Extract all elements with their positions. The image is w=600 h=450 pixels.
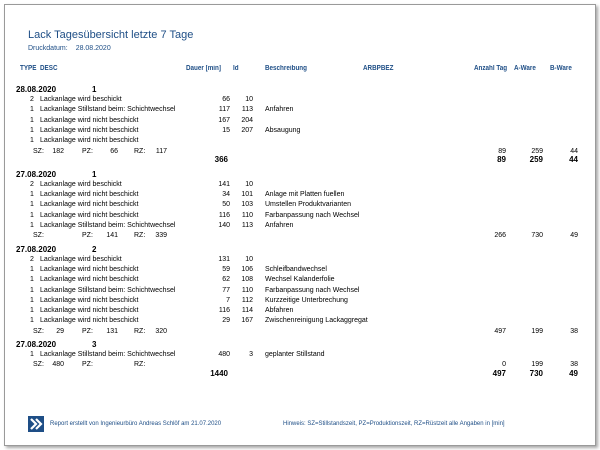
row-beschreibung: Anfahren bbox=[265, 106, 294, 114]
row-desc: Lackanlage wird nicht beschickt bbox=[40, 265, 139, 273]
group-date: 27.08.2020 bbox=[16, 169, 57, 179]
row-desc: Lackanlage Stillstand beim: Schichtwechsel bbox=[40, 222, 176, 229]
row-id: 110 bbox=[241, 211, 253, 219]
row-type: 1 bbox=[30, 137, 34, 145]
rz-label: RZ: bbox=[134, 232, 146, 240]
row-dauer: 141 bbox=[218, 180, 230, 188]
row-desc: Lackanlage wird nicht beschickt bbox=[40, 211, 139, 219]
row-dauer: 131 bbox=[218, 255, 230, 263]
row-id: 10 bbox=[245, 255, 253, 263]
group-total-b-ware: 49 bbox=[569, 368, 578, 378]
row-id: 113 bbox=[241, 222, 253, 229]
col-header-id: Id bbox=[233, 65, 239, 72]
row-type: 1 bbox=[30, 211, 34, 219]
rz-label: RZ: bbox=[134, 361, 146, 369]
sz-label: SZ: bbox=[33, 147, 44, 155]
row-id: 207 bbox=[241, 126, 253, 134]
row-beschreibung: Farbanpassung nach Wechsel bbox=[265, 211, 360, 219]
row-desc: Lackanlage wird nicht beschickt bbox=[40, 201, 139, 209]
a-ware-value: 199 bbox=[531, 361, 543, 369]
row-id: 106 bbox=[241, 265, 253, 273]
anzahl-value: 266 bbox=[494, 232, 506, 240]
group-total-anzahl: 89 bbox=[497, 154, 506, 164]
row-id: 108 bbox=[241, 276, 253, 284]
b-ware-value: 38 bbox=[570, 327, 578, 335]
pz-value: 131 bbox=[106, 327, 118, 335]
row-desc: Lackanlage Stillstand beim: Schichtwechsel bbox=[40, 106, 176, 114]
row-dauer: 140 bbox=[218, 222, 230, 229]
group-total-a-ware: 730 bbox=[529, 368, 543, 378]
group-total-anzahl: 497 bbox=[492, 368, 506, 378]
row-beschreibung: Anfahren bbox=[265, 222, 294, 229]
row-type: 1 bbox=[30, 201, 34, 209]
group-total-b-ware: 44 bbox=[569, 154, 578, 164]
row-dauer: 15 bbox=[222, 126, 230, 134]
a-ware-value: 199 bbox=[531, 327, 543, 335]
row-id: 10 bbox=[245, 96, 253, 103]
row-id: 110 bbox=[241, 286, 253, 294]
print-date-value: 28.08.2020 bbox=[75, 45, 111, 52]
pz-label: PZ: bbox=[82, 147, 93, 155]
row-desc: Lackanlage wird nicht beschickt bbox=[40, 276, 139, 284]
row-desc: Lackanlage wird beschickt bbox=[40, 255, 122, 263]
sz-label: SZ: bbox=[33, 361, 44, 369]
double-chevron-right-icon bbox=[28, 416, 44, 432]
rz-value: 339 bbox=[155, 232, 167, 240]
row-desc: Lackanlage wird nicht beschickt bbox=[40, 191, 139, 199]
print-date-label: Druckdatum: bbox=[28, 45, 68, 52]
row-type: 1 bbox=[30, 307, 34, 315]
b-ware-value: 44 bbox=[570, 147, 578, 155]
anzahl-value: 0 bbox=[502, 361, 506, 369]
row-id: 204 bbox=[241, 116, 253, 124]
group-shift: 2 bbox=[92, 244, 97, 254]
row-dauer: 59 bbox=[222, 265, 230, 273]
row-desc: Lackanlage wird beschickt bbox=[40, 96, 122, 103]
group-date: 27.08.2020 bbox=[16, 244, 57, 254]
col-header-type: TYPE bbox=[20, 65, 37, 72]
row-id: 113 bbox=[241, 106, 253, 114]
row-beschreibung: Abfahren bbox=[265, 307, 294, 315]
row-desc: Lackanlage wird nicht beschickt bbox=[40, 137, 139, 145]
pz-label: PZ: bbox=[82, 361, 93, 369]
row-dauer: 167 bbox=[218, 116, 230, 124]
row-desc: Lackanlage wird nicht beschickt bbox=[40, 126, 139, 134]
row-dauer: 117 bbox=[218, 106, 230, 114]
report-title: Lack Tagesübersicht letzte 7 Tage bbox=[28, 29, 194, 41]
row-beschreibung: Zwischenreinigung Lackaggregat bbox=[265, 317, 368, 325]
sz-value: 182 bbox=[52, 147, 64, 155]
group-shift: 1 bbox=[92, 169, 97, 179]
pz-label: PZ: bbox=[82, 232, 93, 240]
row-id: 3 bbox=[249, 351, 253, 358]
col-header-a-ware: A-Ware bbox=[514, 65, 536, 72]
rz-value: 320 bbox=[155, 327, 167, 335]
row-id: 167 bbox=[241, 317, 253, 325]
footer-hint: Hinweis: SZ=Stillstandszeit, PZ=Produktionszeit, RZ=Rüstzeit alle Angaben in [min] bbox=[283, 421, 505, 427]
row-dauer: 116 bbox=[218, 211, 230, 219]
row-dauer: 66 bbox=[222, 96, 230, 103]
anzahl-value: 497 bbox=[494, 327, 506, 335]
row-desc: Lackanlage wird nicht beschickt bbox=[40, 307, 139, 315]
row-beschreibung: Wechsel Kalanderfolie bbox=[265, 276, 335, 284]
a-ware-value: 259 bbox=[531, 147, 543, 155]
b-ware-value: 38 bbox=[570, 361, 578, 369]
group-total-dauer: 366 bbox=[214, 154, 228, 164]
pz-label: PZ: bbox=[82, 327, 93, 335]
sz-value: 29 bbox=[56, 327, 64, 335]
print-date bbox=[28, 45, 111, 52]
anzahl-value: 89 bbox=[498, 147, 506, 155]
row-beschreibung: Umstellen Produktvarianten bbox=[265, 201, 351, 209]
row-type: 1 bbox=[30, 116, 34, 124]
row-id: 101 bbox=[241, 191, 253, 199]
a-ware-value: 730 bbox=[531, 232, 543, 240]
group-total-dauer: 1440 bbox=[210, 368, 228, 378]
pz-value: 141 bbox=[106, 232, 118, 240]
rz-label: RZ: bbox=[134, 147, 146, 155]
b-ware-value: 49 bbox=[570, 232, 578, 240]
group-shift: 3 bbox=[92, 340, 97, 349]
row-beschreibung: Anlage mit Platten fuellen bbox=[265, 191, 345, 199]
group-total-a-ware: 259 bbox=[529, 154, 543, 164]
row-desc: Lackanlage wird nicht beschickt bbox=[40, 296, 139, 304]
row-dauer: 29 bbox=[222, 317, 230, 325]
row-id: 103 bbox=[241, 201, 253, 209]
row-desc: Lackanlage wird nicht beschickt bbox=[40, 116, 139, 124]
sz-label: SZ: bbox=[33, 232, 44, 240]
row-dauer: 50 bbox=[222, 201, 230, 209]
row-beschreibung: Farbanpassung nach Wechsel bbox=[265, 286, 360, 294]
row-dauer: 7 bbox=[226, 296, 230, 304]
row-id: 112 bbox=[241, 296, 253, 304]
row-type: 1 bbox=[30, 126, 34, 134]
row-desc: Lackanlage wird nicht beschickt bbox=[40, 317, 139, 325]
row-desc: Lackanlage Stillstand beim: Schichtwechsel bbox=[40, 286, 176, 294]
group-shift: 1 bbox=[92, 85, 97, 94]
col-header-arbpbez: ARBPBEZ bbox=[363, 65, 394, 72]
sz-value: 480 bbox=[52, 361, 64, 369]
sz-label: SZ: bbox=[33, 327, 44, 335]
col-header-anzahl: Anzahl Tag bbox=[474, 65, 508, 72]
row-type: 1 bbox=[30, 296, 34, 304]
row-beschreibung: geplanter Stillstand bbox=[265, 351, 325, 358]
row-id: 114 bbox=[241, 307, 253, 315]
row-type: 2 bbox=[30, 255, 34, 263]
row-type: 1 bbox=[30, 222, 34, 229]
row-beschreibung: Kurzzeitige Unterbrechung bbox=[265, 296, 348, 304]
col-header-dauer: Dauer [min] bbox=[186, 65, 222, 72]
row-desc: Lackanlage wird beschickt bbox=[40, 180, 122, 188]
row-desc: Lackanlage Stillstand beim: Schichtwechsel bbox=[40, 351, 176, 358]
row-type: 1 bbox=[30, 191, 34, 199]
row-dauer: 62 bbox=[222, 276, 230, 284]
row-type: 1 bbox=[30, 351, 34, 358]
pz-value: 66 bbox=[110, 147, 118, 155]
rz-value: 117 bbox=[155, 147, 167, 155]
row-type: 1 bbox=[30, 106, 34, 114]
row-dauer: 116 bbox=[218, 307, 230, 315]
col-header-desc: DESC bbox=[40, 65, 58, 72]
row-dauer: 34 bbox=[222, 191, 230, 199]
row-id: 10 bbox=[245, 180, 253, 188]
row-dauer: 77 bbox=[222, 286, 230, 294]
footer-created: Report erstellt von Ingenieurbüro Andreas Schlöf am 21.07.2020 bbox=[50, 421, 222, 427]
row-beschreibung: Schleifbandwechsel bbox=[265, 265, 327, 273]
row-beschreibung: Absaugung bbox=[265, 126, 301, 134]
col-header-b-ware: B-Ware bbox=[550, 65, 572, 72]
row-type: 1 bbox=[30, 317, 34, 325]
row-type: 2 bbox=[30, 180, 34, 188]
group-date: 28.08.2020 bbox=[16, 85, 57, 94]
col-header-beschreibung: Beschreibung bbox=[265, 65, 308, 72]
row-type: 2 bbox=[30, 96, 34, 103]
row-type: 1 bbox=[30, 276, 34, 284]
rz-label: RZ: bbox=[134, 327, 146, 335]
row-type: 1 bbox=[30, 265, 34, 273]
row-type: 1 bbox=[30, 286, 34, 294]
group-date: 27.08.2020 bbox=[16, 340, 57, 349]
row-dauer: 480 bbox=[218, 351, 230, 358]
